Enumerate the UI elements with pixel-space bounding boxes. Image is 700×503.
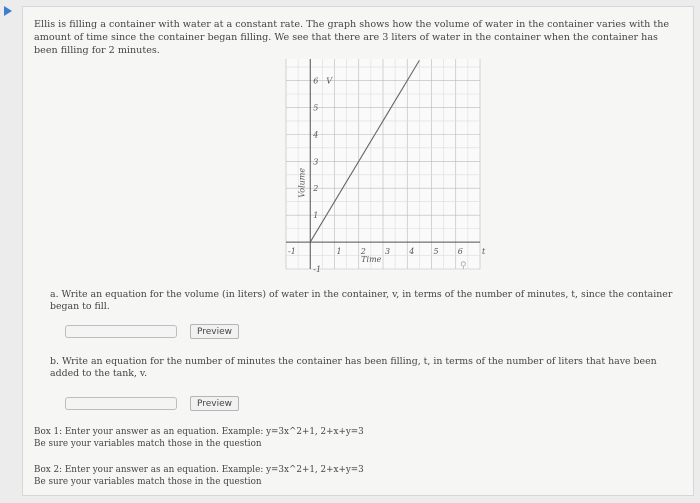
magnify-icon[interactable]: ⚲: [460, 261, 467, 271]
volume-time-graph: [258, 54, 488, 279]
answer-box-2[interactable]: [65, 397, 177, 410]
x-axis-label: Time: [361, 255, 382, 265]
y-axis-label: Volume: [297, 167, 307, 198]
x-tick-label: 1: [336, 247, 342, 257]
expand-play-icon[interactable]: [4, 6, 12, 16]
y-tick-label: 2: [313, 184, 319, 194]
y-axis-symbol: V: [326, 76, 333, 86]
box-1-hint-line1: Box 1: Enter your answer as an equation. Example: y=3x^2+1, 2+x+y=3: [34, 427, 364, 437]
box-1-hint-line2: Be sure your variables match those in the question: [34, 439, 262, 449]
y-tick-label: -1: [313, 265, 322, 274]
x-tick-label: 4: [409, 247, 415, 257]
y-tick-label: 3: [313, 157, 319, 167]
box-1-hint: [34, 426, 364, 450]
box-2-hint-line1: Box 2: Enter your answer as an equation. Example: y=3x^2+1, 2+x+y=3: [34, 465, 364, 475]
x-tick-label: 2: [360, 247, 366, 257]
x-tick-label: t: [482, 247, 486, 257]
box-2-hint-line2: Be sure your variables match those in the question: [34, 477, 262, 487]
problem-intro: Ellis is filling a container with water at a constant rate. The graph shows how the volume of water in the container varies with the amount of time since the container began filling. We see that there are 3 liters of water in the container when the container has been filling for 2 minutes.: [34, 19, 670, 56]
box-2-hint: [34, 464, 364, 488]
question-panel: [22, 6, 694, 496]
question-b-text: b. Write an equation for the number of minutes the container has been filling, t, in terms of the number of liters that have been added to the tank, v.: [50, 356, 657, 379]
x-tick-label: 6: [457, 247, 463, 257]
x-tick-label: -1: [288, 247, 296, 257]
x-tick-label: 3: [385, 247, 391, 257]
chart-svg: [258, 54, 488, 279]
preview-button-1[interactable]: Preview: [190, 324, 239, 339]
answer-box-1[interactable]: [65, 325, 177, 338]
preview-button-2[interactable]: Preview: [190, 396, 239, 411]
y-tick-label: 1: [313, 211, 319, 221]
y-tick-label: 6: [313, 76, 319, 86]
question-a-text: a. Write an equation for the volume (in liters) of water in the container, v, in terms of the number of minutes, t, since the container began to fill.: [50, 289, 673, 312]
x-tick-label: 5: [433, 247, 439, 257]
y-tick-label: 5: [313, 103, 319, 113]
y-tick-label: 4: [313, 130, 319, 140]
